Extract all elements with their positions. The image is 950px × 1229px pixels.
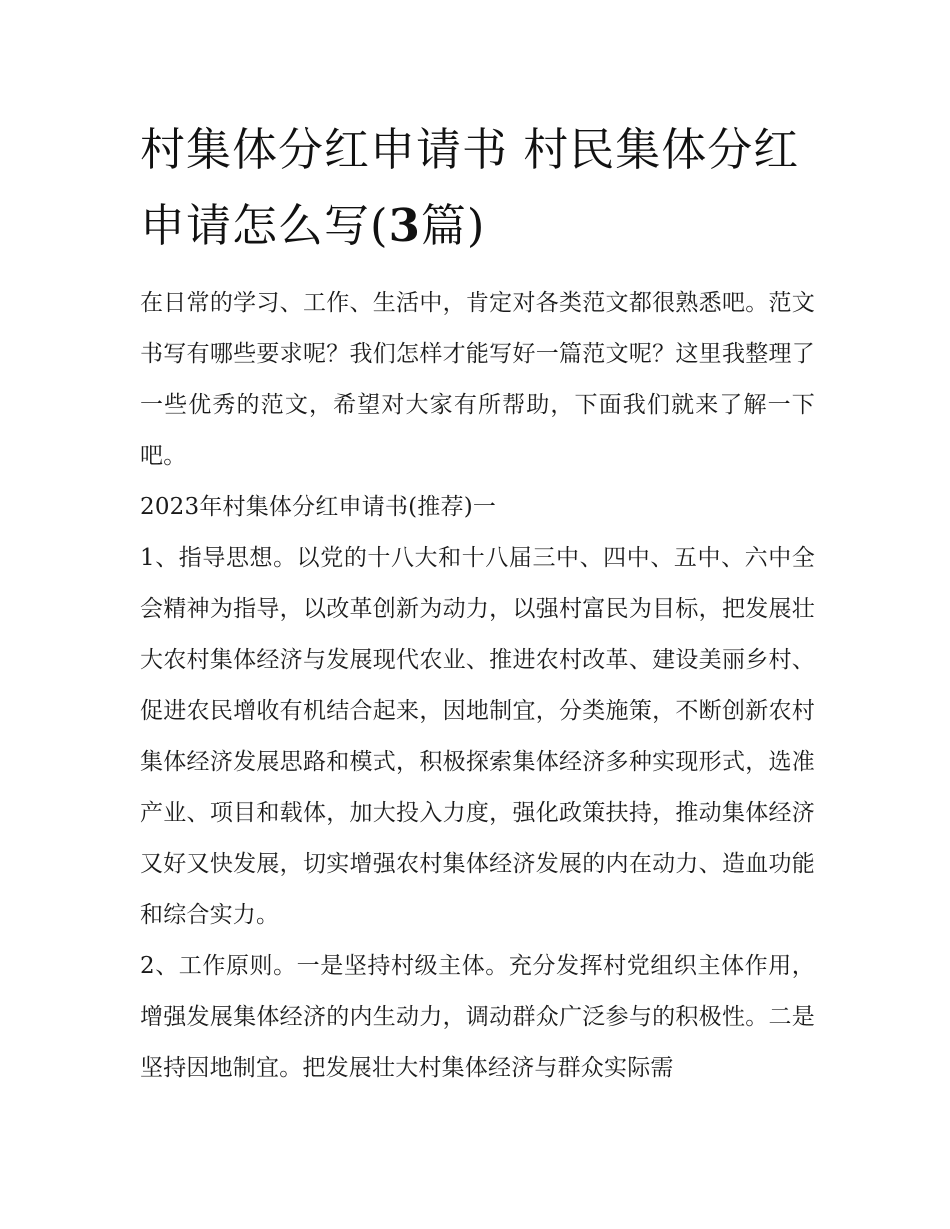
title-count: 3: [388, 199, 421, 252]
document-title: [140, 112, 815, 264]
paragraph-work-principles: 2、工作原则。一是坚持村级主体。充分发挥村党组织主体作用，增强发展集体经济的内生动力，调动群众广泛参与的积极性。二是坚持因地制宜。把发展壮大村集体经济与群众实际需: [140, 953, 815, 1081]
paragraph-guiding-ideology: 1、指导思想。以党的十八大和十八届三中、四中、五中、六中全会精神为指导，以改革创新为动力，以强村富民为目标，把发展壮大农村集体经济与发展现代农业、推进农村改革、建设美丽乡村、促进农民增收有机结合起来，因地制宜，分类施策，不断创新农村集体经济发展思路和模式，积极探索集体经济多种实现形式，选准产业、项目和载体，加大投入力度，强化政策扶持，推动集体经济又好又快发展，切实增强农村集体经济发展的内在动力、造血功能和综合实力。: [140, 545, 815, 928]
title-suffix: 篇): [420, 199, 486, 252]
section-heading: 2023年村集体分红申请书(推荐)一: [140, 494, 497, 520]
title-text: 村集体分红申请书 村民集体分红申请怎么写(: [140, 123, 800, 252]
intro-paragraph: 在日常的学习、工作、生活中，肯定对各类范文都很熟悉吧。范文书写有哪些要求呢？我们怎样才能写好一篇范文呢？这里我整理了一些优秀的范文，希望对大家有所帮助，下面我们就来了解一下吧。: [140, 290, 815, 469]
document-body: [140, 112, 815, 1094]
